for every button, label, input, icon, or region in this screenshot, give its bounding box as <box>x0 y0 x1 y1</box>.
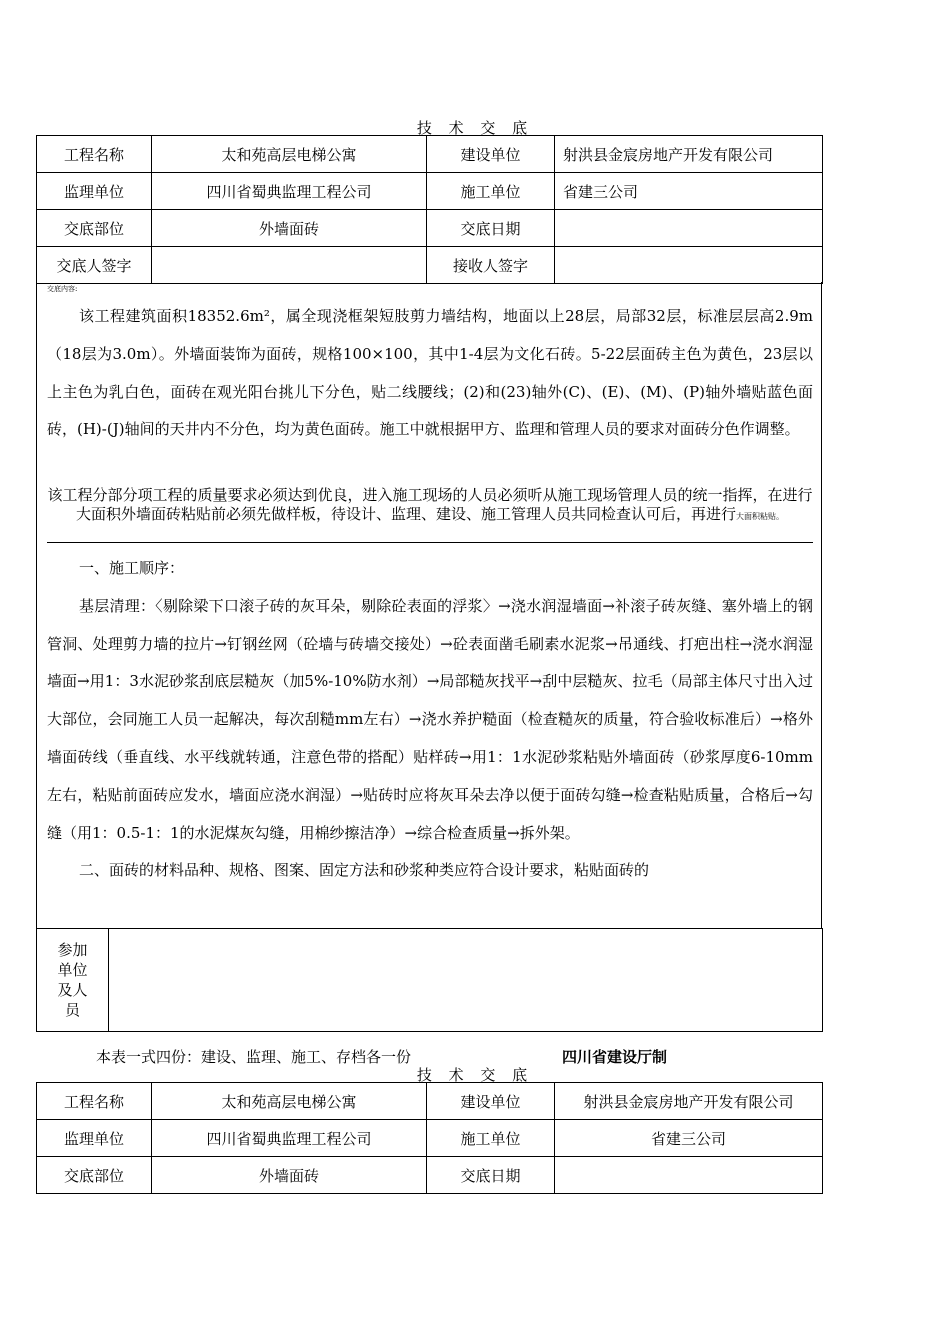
label-location: 交底部位 <box>37 210 152 247</box>
table-row <box>37 1083 823 1120</box>
intro-paragraph <box>47 298 813 449</box>
section1-title: 一、施工顺序： <box>79 559 185 577</box>
value-project-name: 太和苑高层电梯公寓 <box>152 136 427 173</box>
value-date[interactable] <box>555 210 823 247</box>
table-row <box>37 247 823 284</box>
label-supervisor: 监理单位 <box>37 173 152 210</box>
value-date[interactable] <box>555 1157 823 1194</box>
project-info-table-2 <box>36 1082 823 1194</box>
label-receiver-signature: 接收人签字 <box>427 247 555 284</box>
label-date: 交底日期 <box>427 210 555 247</box>
value-location: 外墙面砖 <box>152 1157 427 1194</box>
label-location: 交底部位 <box>37 1157 152 1194</box>
value-contractor: 省建三公司 <box>555 173 823 210</box>
label-issuer-signature: 交底人签字 <box>37 247 152 284</box>
label-project-name: 工程名称 <box>37 1083 152 1120</box>
table-row <box>37 929 823 1032</box>
page-title: 技 术 交 底 <box>416 119 534 137</box>
table-row <box>37 136 823 173</box>
table-row <box>37 1120 823 1157</box>
section1 <box>47 550 813 890</box>
participants-table <box>36 928 823 1032</box>
label-project-name: 工程名称 <box>37 136 152 173</box>
section2-text: 二、面砖的材料品种、规格、图案、固定方法和砂浆种类应符合设计要求，粘贴面砖的 <box>79 861 650 880</box>
footer-issuer: 四川省建设厅制 <box>562 1048 668 1066</box>
value-location: 外墙面砖 <box>152 210 427 247</box>
table-row <box>37 173 823 210</box>
footer-copies-note: 本表一式四份：建设、监理、施工、存档各一份 <box>96 1048 412 1066</box>
label-date: 交底日期 <box>427 1157 555 1194</box>
value-project-name: 太和苑高层电梯公寓 <box>152 1083 427 1120</box>
section1-body: 基层清理：〈剔除梁下口滚子砖的灰耳朵，剔除砼表面的浮浆〉→浇水润湿墙面→补滚子砖灰缝、塞外墙上的钢管洞、处理剪力墙的拉片→钉钢丝网（砼墙与砖墙交接处）→砼表面凿毛刷素水泥浆→吊通线、打疤出柱→浇水润湿墙面→用1：3水泥砂浆刮底层糙灰（加5%-10%防水剂）→局部糙灰找平→刮中层糙灰、拉毛（局部主体尺寸出入过大部位，会同施工人员一起解决，每次刮糙mm左右）→浇水养护糙面（检查糙灰的质量，符合验收标准后）→格外墙面砖线（垂直线、水平线就转通，注意色带的搭配）贴样砖→用1：1水泥砂浆粘贴外墙面砖（砂浆厚度6-10mm左右，粘贴前面砖应发水，墙面应浇水润湿）→贴砖时应将灰耳朵去净以便于面砖勾缝→检查粘贴质量，合格后→勾缝（用1：0.5-1：1的水泥煤灰勾缝，用棉纱擦洁净）→综合检查质量→拆外架。 <box>47 596 813 842</box>
participants-label: 参加单位及人员 <box>37 929 109 1032</box>
label-contractor: 施工单位 <box>427 1120 555 1157</box>
quality-small-text: 大面积粘贴。 <box>736 511 784 521</box>
value-supervisor: 四川省蜀典监理工程公司 <box>152 173 427 210</box>
receiver-signature-field[interactable] <box>555 247 823 284</box>
label-client: 建设单位 <box>427 136 555 173</box>
participants-field[interactable] <box>109 929 823 1032</box>
value-client: 射洪县金宸房地产开发有限公司 <box>555 136 823 173</box>
quality-text: 该工程分部分项工程的质量要求必须达到优良，进入施工现场的人员必须听从施工现场管理人员的统一指挥，在进行大面积外墙面砖粘贴前必须先做样板，待设计、监理、建设、施工管理人员共同检查认可后，再进行 <box>47 486 813 523</box>
table-row <box>37 210 823 247</box>
label-client: 建设单位 <box>427 1083 555 1120</box>
quality-paragraph <box>47 486 813 526</box>
divider <box>47 542 813 543</box>
content-area <box>36 282 822 928</box>
value-client: 射洪县金宸房地产开发有限公司 <box>555 1083 823 1120</box>
value-contractor: 省建三公司 <box>555 1120 823 1157</box>
issuer-signature-field[interactable] <box>152 247 427 284</box>
label-supervisor: 监理单位 <box>37 1120 152 1157</box>
intro-text: 该工程建筑面积18352.6m²，属全现浇框架短肢剪力墙结构，地面以上28层，局部32层，标准层层高2.9m（18层为3.0m）。外墙面装饰为面砖，规格100×100，其中1-4层为文化石砖。5-22层面砖主色为黄色，23层以上主色为乳白色，面砖在观光阳台挑儿下分色，贴二线腰线；(2)和(23)轴外(C)、(E)、(M)、(P)轴外墙贴蓝色面砖，(H)-(J)轴间的天井内不分色，均为黄色面砖。施工中就根据甲方、监理和管理人员的要求对面砖分色作调整。 <box>47 307 813 439</box>
content-label: 交底内容: <box>47 285 78 293</box>
project-info-table <box>36 135 823 284</box>
page-title-2: 技 术 交 底 <box>416 1066 534 1084</box>
value-supervisor: 四川省蜀典监理工程公司 <box>152 1120 427 1157</box>
table-row <box>37 1157 823 1194</box>
label-contractor: 施工单位 <box>427 173 555 210</box>
